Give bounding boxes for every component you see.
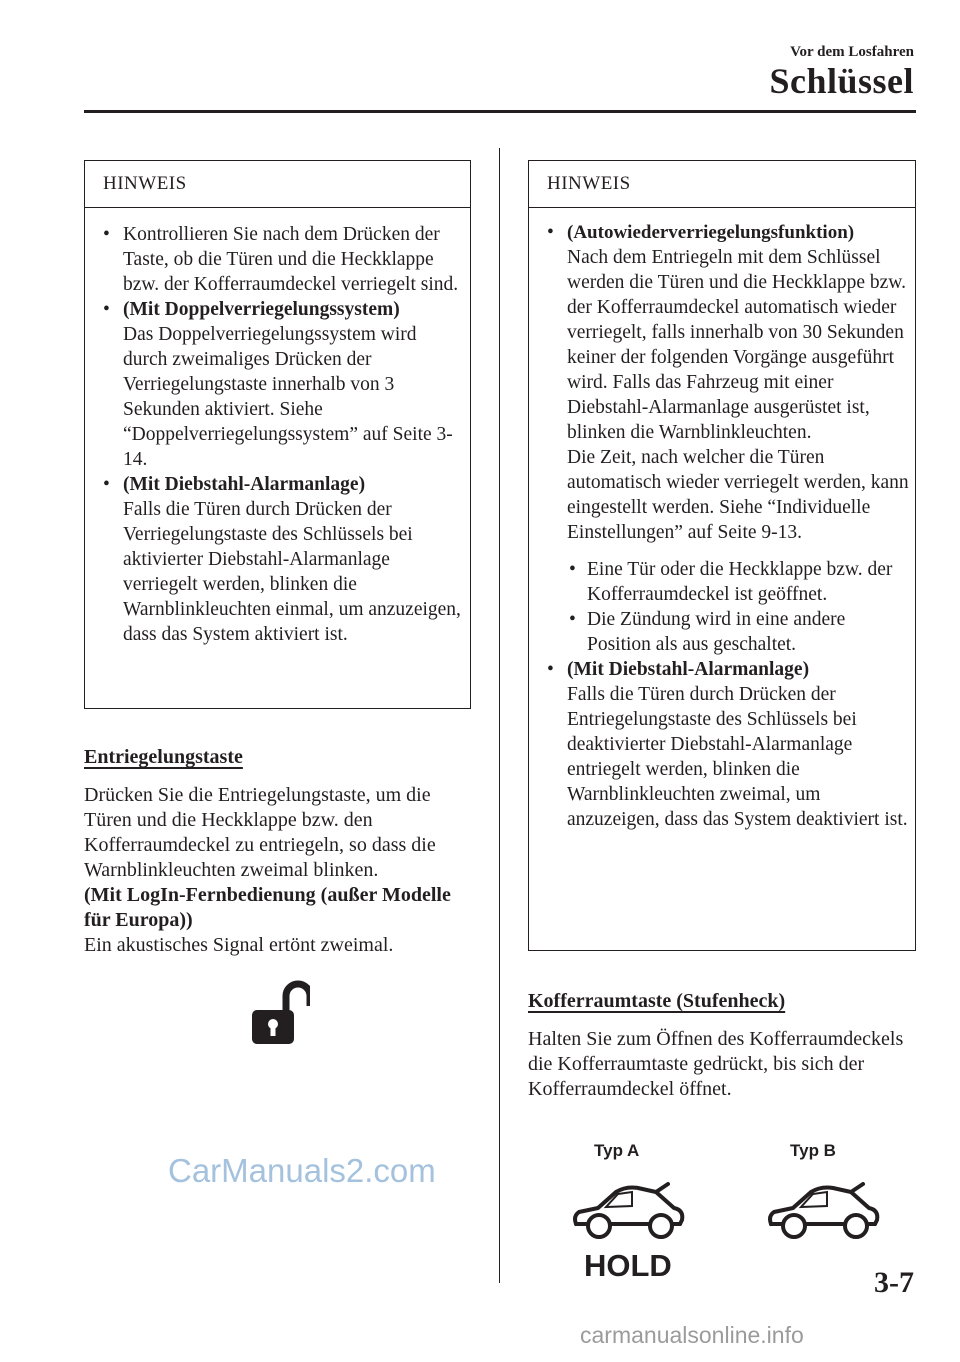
page-number: 3-7: [874, 1266, 914, 1299]
bullet-icon: •: [103, 224, 110, 245]
hold-label: HOLD: [584, 1248, 672, 1283]
note-sub-item: [539, 557, 909, 607]
note-sub-item-text: Eine Tür oder die Heckklappe bzw. der Kofferraumdeckel ist geöffnet.: [587, 559, 893, 605]
note-item-heading: (Mit Diebstahl-Alarmanlage): [567, 659, 810, 680]
footer-watermark: carmanualsonline.info: [580, 1322, 804, 1348]
note-box-left: [84, 160, 471, 709]
note-title: HINWEIS: [85, 161, 470, 208]
note-item-heading: (Mit Diebstahl-Alarmanlage): [123, 474, 366, 495]
trunk-section: [528, 990, 916, 1102]
section-heading: Entriegelungstaste: [84, 746, 243, 768]
section-heading: Kofferraumtaste (Stufenheck): [528, 990, 786, 1012]
car-trunk-open-icon: [765, 1182, 883, 1244]
unlock-text: Drücken Sie die Entriegelungstaste, um die Türen und die Heckklappe bzw. den Kofferraumdeckel zu entriegeln, so dass die Warnblinkleuchten zweimal blinken.: [84, 784, 436, 881]
unlock-section: [84, 746, 470, 958]
note-item-text: Kontrollieren Sie nach dem Drücken der Taste, ob die Türen und die Heckklappe bzw. der Kofferraumdeckel verriegelt sind.: [123, 224, 459, 295]
page-title: Schlüssel: [769, 61, 914, 101]
type-b-label: Typ B: [790, 1141, 836, 1160]
note-item-text: Falls die Türen durch Drücken der Entriegelungstaste des Schlüssels bei deaktivierter Diebstahl-Alarmanlage entriegelt werden, blinken die Warnblinkleuchten zweimal, um anzuzeigen, dass das System deaktiviert ist.: [567, 684, 908, 830]
bullet-icon: •: [569, 559, 576, 580]
type-a-label: Typ A: [594, 1141, 640, 1160]
note-item: [95, 297, 464, 472]
trunk-text: Halten Sie zum Öffnen des Kofferraumdeckels die Kofferraumtaste gedrückt, bis sich der Kofferraumdeckel öffnet.: [528, 1028, 904, 1100]
note-item-text: Die Zeit, nach welcher die Türen automatisch wieder verriegelt werden, kann eingestellt werden. Siehe “Individuelle Einstellungen” auf Seite 9-13.: [567, 447, 909, 543]
note-sub-item: [539, 607, 909, 657]
note-item: [539, 657, 909, 832]
note-box-right: [528, 160, 916, 951]
note-item: [95, 222, 464, 297]
signal-text: Ein akustisches Signal ertönt zweimal.: [84, 934, 394, 956]
watermark: CarManuals2.com: [168, 1152, 436, 1189]
note-item-heading: (Autowiederverriegelungsfunktion): [567, 222, 855, 243]
bullet-icon: •: [569, 609, 576, 630]
note-item-heading: (Mit Doppelverriegelungssystem): [123, 299, 400, 320]
section-label: Vor dem Losfahren: [790, 44, 914, 60]
login-note: (Mit LogIn-Fernbedienung (außer Modelle für Europa)): [84, 884, 451, 931]
note-body: [529, 208, 915, 844]
bullet-icon: •: [547, 659, 554, 680]
note-title: HINWEIS: [529, 161, 915, 208]
section-text: [84, 783, 470, 958]
note-item-text: Falls die Türen durch Drücken der Verriegelungstaste des Schlüssels bei aktivierter Diebstahl-Alarmanlage verriegelt werden, blinken die Warnblinkleuchten einmal, um anzuzeigen, dass das System aktiviert ist.: [123, 499, 461, 645]
note-item: [539, 220, 909, 545]
note-item-text: Nach dem Entriegeln mit dem Schlüssel werden die Türen und die Heckklappe bzw. der Kofferraumdeckel automatisch wieder verriegelt, falls innerhalb von 30 Sekunden keiner der folgenden Vorgänge ausgeführt wird. Falls das Fahrzeug mit einer Diebstahl-Alarmanlage ausgerüstet ist, blinken die Warnblinkleuchten.: [567, 247, 906, 443]
bullet-icon: •: [547, 222, 554, 243]
car-trunk-open-icon: [570, 1182, 688, 1244]
note-sub-item-text: Die Zündung wird in eine andere Position als aus geschaltet.: [587, 609, 846, 655]
column-divider: [499, 148, 500, 1283]
unlocked-padlock-icon: [250, 976, 310, 1048]
note-item-text: Das Doppelverriegelungssystem wird durch zweimaliges Drücken der Verriegelungstaste innerhalb von 3 Sekunden aktiviert. Siehe “Doppelverriegelungssystem” auf Seite 3-14.: [123, 324, 453, 470]
note-item: [95, 472, 464, 647]
bullet-icon: •: [103, 299, 110, 320]
note-body: [85, 208, 470, 659]
header-rule: [84, 110, 916, 113]
bullet-icon: •: [103, 474, 110, 495]
